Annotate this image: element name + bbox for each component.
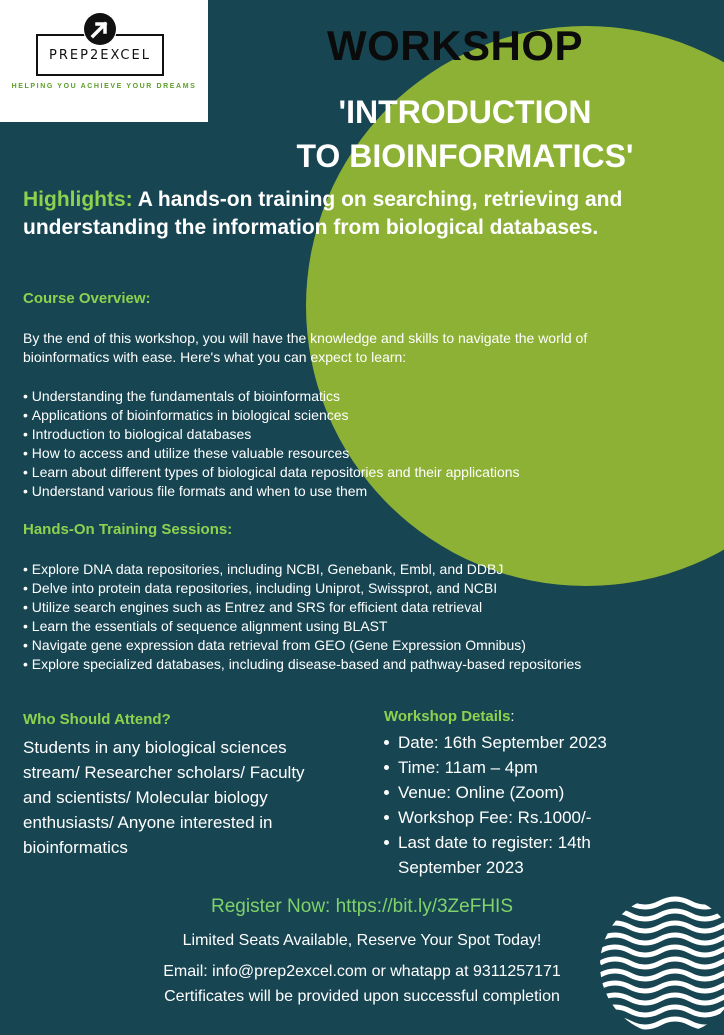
list-item: • Learn about different types of biological data repositories and their applications: [23, 463, 683, 482]
detail-venue: Venue: Online (Zoom): [398, 780, 668, 805]
workshop-details-heading: [384, 708, 515, 725]
course-overview-intro: By the end of this workshop, you will have the knowledge and skills to navigate the world of bioinformatics with ease. Here's what you can expect to learn:: [23, 330, 588, 365]
limited-seats-text: Limited Seats Available, Reserve Your Spot Today!: [182, 932, 542, 949]
logo-tagline: HELPING YOU ACHIEVE YOUR DREAMS: [11, 83, 197, 90]
certificates-text: Certificates will be provided upon successful completion: [164, 988, 560, 1005]
logo-name: PREP2EXCEL: [49, 48, 151, 63]
list-item: • Learn the essentials of sequence alignment using BLAST: [23, 617, 683, 636]
logo-arrow-icon: [83, 12, 117, 46]
highlights: [23, 186, 683, 242]
register-link[interactable]: Register Now: https://bit.ly/3ZeFHIS: [211, 896, 513, 917]
decorative-waves: [600, 895, 724, 1035]
detail-date: Date: 16th September 2023: [398, 730, 668, 755]
highlights-label: Highlights:: [23, 188, 133, 211]
list-item: • Introduction to biological databases: [23, 425, 683, 444]
course-title-line-2: TO BIOINFORMATICS': [296, 138, 634, 174]
detail-fee: Workshop Fee: Rs.1000/-: [398, 805, 668, 830]
who-should-attend-text: Students in any biological sciences stream/ Researcher scholars/ Faculty and scientists/ Molecular biology enthusiasts/ Anyone interested in bioinformatics: [23, 738, 305, 857]
workshop-details-colon: :: [510, 708, 515, 725]
list-item: • Delve into protein data repositories, including Uniprot, Swissprot, and NCBI: [23, 579, 683, 598]
course-title: [245, 90, 685, 178]
course-overview-list: [23, 387, 683, 501]
workshop-details-label: Workshop Details: [384, 708, 511, 725]
hands-on-heading: Hands-On Training Sessions:: [23, 521, 233, 538]
workshop-details-list: [384, 730, 668, 880]
list-item: • Understanding the fundamentals of bioinformatics: [23, 387, 683, 406]
list-item: • Utilize search engines such as Entrez and SRS for efficient data retrieval: [23, 598, 683, 617]
course-overview-heading: Course Overview:: [23, 290, 151, 307]
who-should-attend-heading: Who Should Attend?: [23, 711, 171, 728]
list-item: • How to access and utilize these valuable resources: [23, 444, 683, 463]
hands-on-list: [23, 560, 683, 674]
list-item: • Applications of bioinformatics in biological sciences: [23, 406, 683, 425]
workshop-title: WORKSHOP: [327, 22, 583, 69]
highlights-text: A hands-on training on searching, retrieving and understanding the information from biological databases.: [23, 188, 623, 239]
contact-text: Email: info@prep2excel.com or whatapp at 9311257171: [163, 963, 561, 980]
course-title-line-1: 'INTRODUCTION: [338, 94, 592, 130]
list-item: • Explore specialized databases, including disease-based and pathway-based repositories: [23, 655, 663, 674]
list-item: • Understand various file formats and when to use them: [23, 482, 683, 501]
detail-last-date: Last date to register: 14th September 2023: [398, 830, 668, 880]
detail-time: Time: 11am – 4pm: [398, 755, 668, 780]
logo-panel: [0, 0, 208, 122]
list-item: • Navigate gene expression data retrieval from GEO (Gene Expression Omnibus): [23, 636, 683, 655]
list-item: • Explore DNA data repositories, including NCBI, Genebank, Embl, and DDBJ: [23, 560, 683, 579]
